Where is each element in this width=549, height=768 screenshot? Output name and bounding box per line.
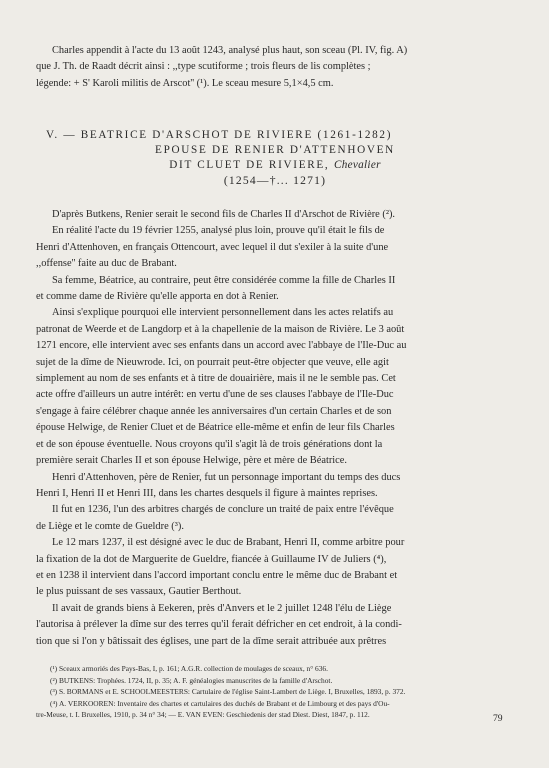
intro-line: que J. Th. de Raadt décrit ainsi : ,,type scutiforme ; trois fleurs de lis complètes ; — [36, 61, 371, 73]
body-line: patronat de Weerde et de Langdorp et à la chapellenie de la maison de Rivière. Le 3 août — [36, 323, 405, 335]
body-line: Sa femme, Béatrice, au contraire, peut être considérée comme la fille de Charles II — [52, 274, 396, 286]
footnote-continuation: tre-Meuse, t. I. Bruxelles, 1910, p. 34 n° 34; — E. VAN EVEN: Geschiedenis der stad Diest. Diest, 1847, p. 112. — [36, 710, 370, 720]
body-line: 1271 encore, elle intervient avec ses enfants dans un accord avec l'abbaye de l'Ile-Duc au — [36, 340, 407, 352]
footnote: (²) BUTKENS: Trophées. 1724, II, p. 35; A. F. généalogies manuscrites de la famille d'Arschot. — [50, 675, 333, 685]
body-line: Il avait de grands biens à Eekeren, près d'Anvers et le 2 juillet 1248 l'élu de Liège — [52, 602, 392, 614]
body-line: Le 12 mars 1237, il est désigné avec le duc de Brabant, Henri II, comme arbitre pour — [52, 537, 405, 549]
body-line: s'engage à faire célébrer chaque année les anniversaires d'un certain Charles et de son — [36, 405, 392, 417]
body-line: Henri d'Attenhoven, père de Renier, fut un personnage important du temps des ducs — [52, 471, 401, 483]
body-line: et de son épouse éventuelle. Nous croyons qu'il s'agit là de trois générations dont la — [36, 438, 383, 450]
body-line: Henri I, Henri II et Henri III, dans les chartes desquels il figure à maintes reprises. — [36, 487, 378, 499]
heading-line-2: EPOUSE DE RENIER D'ATTENHOVEN — [155, 144, 395, 156]
body-line: et comme dame de Rivière qu'elle apporta en dot à Renier. — [36, 291, 279, 303]
footnote: (⁴) A. VERKOOREN: Inventaire des chartes et cartulaires des duchés de Brabant et de Limbourg et des pays d'Ou- — [50, 698, 390, 708]
footnotes — [36, 663, 514, 721]
heading-title: Chevalier — [333, 159, 381, 171]
page-number: 79 — [493, 713, 503, 724]
body-line: de Liège et le comte de Gueldre (³). — [36, 520, 184, 532]
body-line: épouse Helwige, de Renier Cluet et de Béatrice elle-même et enfin de leur fils Charles — [36, 422, 395, 434]
body-line: ,,offense'' faite au duc de Brabant. — [36, 258, 177, 270]
body-line: l'autorisa à prélever la dîme sur des terres qu'il ferait défricher en cet endroit, à la condi- — [36, 619, 402, 631]
body-line: simplement au nom de ses enfants et à titre de douairière, mais il ne le semble pas. Cet — [36, 373, 396, 385]
intro-line: légende: + S' Karoli militis de Arscot'' (¹). Le sceau mesure 5,1×4,5 cm. — [36, 77, 334, 89]
body-line: sujet de la dîme de Nieuwrode. Ici, on pourrait peut-être objecter que veuve, elle agit — [36, 356, 389, 368]
intro-line: Charles appendit à l'acte du 13 août 1243, analysé plus haut, son sceau (Pl. IV, fig. A) — [52, 45, 408, 56]
section-heading — [36, 128, 514, 188]
intro-paragraph — [36, 43, 514, 92]
body-line: tion que si l'on y bâtissait des églises, une part de la dîme serait attribuée aux prêtres — [36, 635, 387, 647]
body-line: Ainsi s'explique pourquoi elle intervient personnellement dans les actes relatifs au — [52, 307, 394, 319]
body-line: Henri d'Attenhoven, en français Ottencourt, avec lequel il dut s'exiler à la suite d'une — [36, 241, 389, 253]
body-text — [36, 207, 514, 650]
footnote: (¹) Sceaux armoriés des Pays-Bas, I, p. 161; A.G.R. collection de moulages de sceaux, n° 636. — [50, 664, 328, 673]
body-line: Il fut en 1236, l'un des arbitres chargés de conclure un traité de paix entre l'évêque — [52, 504, 394, 516]
footnote: (³) S. BORMANS et E. SCHOOLMEESTERS: Cartulaire de l'église Saint-Lambert de Liège. I, Bruxelles, 1893, p. 372. — [50, 687, 406, 697]
heading-dates: (1254—†... 1271) — [223, 174, 327, 187]
heading-line-3-text: DIT CLUET DE RIVIERE, — [169, 159, 330, 171]
body-line: première serait Charles II et son épouse Helwige, père et mère de Béatrice. — [36, 455, 347, 467]
body-line: et en 1238 il intervient dans l'accord important conclu entre le même duc de Brabant et — [36, 569, 398, 581]
body-line: le plus puissant de ses vassaux, Gautier Berthout. — [36, 586, 242, 598]
body-line: En réalité l'acte du 19 février 1255, analysé plus loin, prouve qu'il était le fils de — [52, 225, 385, 237]
body-line: D'après Butkens, Renier serait le second fils de Charles II d'Arschot de Rivière (²). — [52, 209, 396, 220]
heading-line-3 — [36, 158, 514, 173]
heading-line-1: V. — BEATRICE D'ARSCHOT DE RIVIERE (1261-1282) — [46, 129, 393, 141]
body-line: acte offre d'ailleurs un autre intérêt: en vertu d'une de ses clauses l'abbaye de l'Ile-Duc — [36, 389, 394, 401]
body-line: la fixation de la dot de Marguerite de Gueldre, fiancée à Guillaume IV de Juliers (⁴), — [36, 553, 387, 565]
